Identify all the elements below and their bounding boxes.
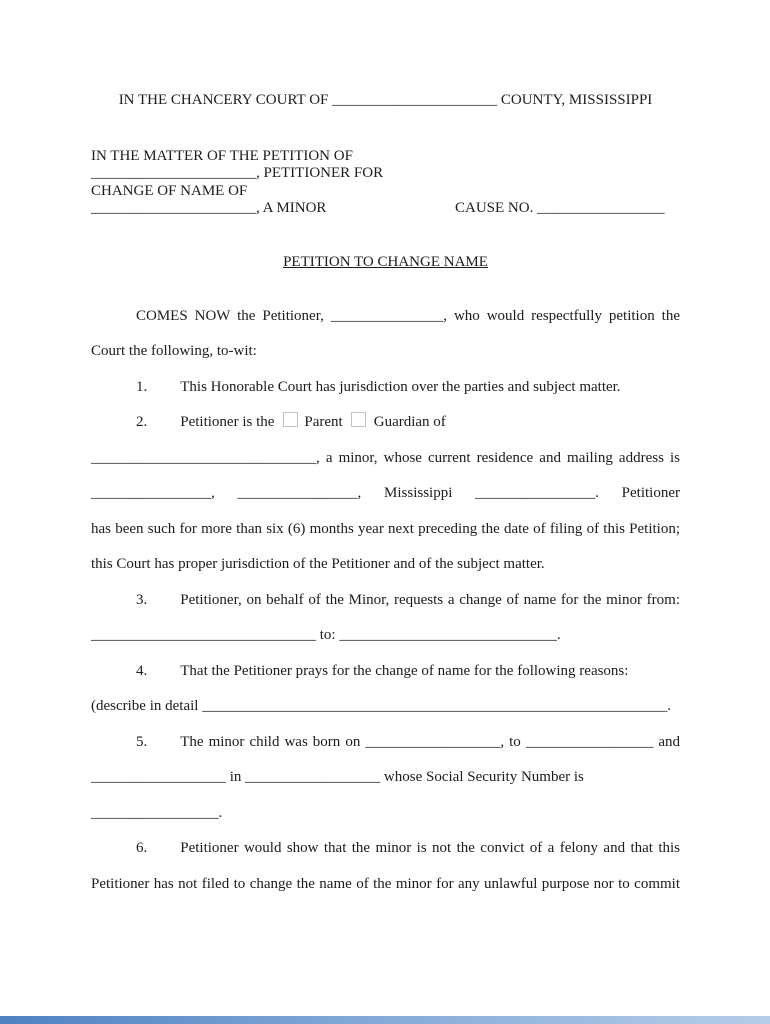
item-6-number: 6. <box>136 840 148 857</box>
item-2-line-4: has been such for more than six (6) months year next preceding the date of filing of this Petition; <box>91 520 680 537</box>
case-caption <box>91 148 680 218</box>
petition-title: PETITION TO CHANGE NAME <box>283 253 488 270</box>
petition-body <box>91 299 680 903</box>
item-6-line-1 <box>91 831 680 867</box>
intro-line-1 <box>91 299 680 335</box>
caption-line-4 <box>91 200 680 218</box>
parent-checkbox[interactable] <box>283 412 298 427</box>
guardian-checkbox[interactable] <box>351 412 366 427</box>
intro-text: COMES NOW the Petitioner, _______________, who would respectfully petition the <box>136 307 680 324</box>
guardian-label: Guardian of <box>373 414 446 431</box>
item-3-line-2: ______________________________ to: _____________________________. <box>91 627 561 644</box>
caption-line-2: ______________________, PETITIONER FOR <box>91 165 384 182</box>
item-2-line-2: ______________________________, a minor, whose current residence and mailing address is <box>91 449 680 466</box>
item-1-text: This Honorable Court has jurisdiction over the parties and subject matter. <box>180 378 621 395</box>
item-4-line-2: (describe in detail ______________________________________________________________. <box>91 698 671 715</box>
item-6-line-2: Petitioner has not filed to change the name of the minor for any unlawful purpose nor to commit <box>91 875 680 892</box>
item-2-prefix: Petitioner is the <box>180 414 275 431</box>
item-2-line-1 <box>91 405 680 441</box>
caption-line-1: IN THE MATTER OF THE PETITION OF <box>91 147 353 164</box>
court-header-line: IN THE CHANCERY COURT OF ______________________ COUNTY, MISSISSIPPI <box>118 92 653 108</box>
item-2-line-3: ________________, ________________, Mississippi ________________. Petitioner <box>91 485 680 502</box>
item-5-text: The minor child was born on __________________, to _________________ and <box>180 733 680 750</box>
item-5-line-3: _________________. <box>91 804 223 821</box>
item-2-line-5: this Court has proper jurisdiction of the Petitioner and of the subject matter. <box>91 556 545 573</box>
parent-label: Parent <box>304 414 343 431</box>
footer-gradient-bar <box>0 1016 770 1024</box>
item-4-text: That the Petitioner prays for the change of name for the following reasons: <box>180 662 629 679</box>
item-5-number: 5. <box>136 733 148 750</box>
caption-line-3: CHANGE OF NAME OF <box>91 182 248 199</box>
item-3-line-1 <box>91 583 680 619</box>
item-3-number: 3. <box>136 591 148 608</box>
intro-line-2: Court the following, to-wit: <box>91 343 257 360</box>
item-1-line-1 <box>91 370 680 406</box>
item-4-line-1 <box>91 654 680 690</box>
caption-minor-blank: ______________________, A MINOR <box>91 200 327 217</box>
item-5-line-1 <box>91 725 680 761</box>
item-5-line-2: __________________ in __________________ whose Social Security Number is <box>91 769 584 786</box>
item-1-number: 1. <box>136 378 148 395</box>
item-6-text: Petitioner would show that the minor is not the convict of a felony and that this <box>180 840 680 857</box>
cause-number: CAUSE NO. _________________ <box>455 200 665 217</box>
item-3-text: Petitioner, on behalf of the Minor, requests a change of name for the minor from: <box>180 591 680 608</box>
item-4-number: 4. <box>136 662 148 679</box>
item-2-number: 2. <box>136 414 148 431</box>
